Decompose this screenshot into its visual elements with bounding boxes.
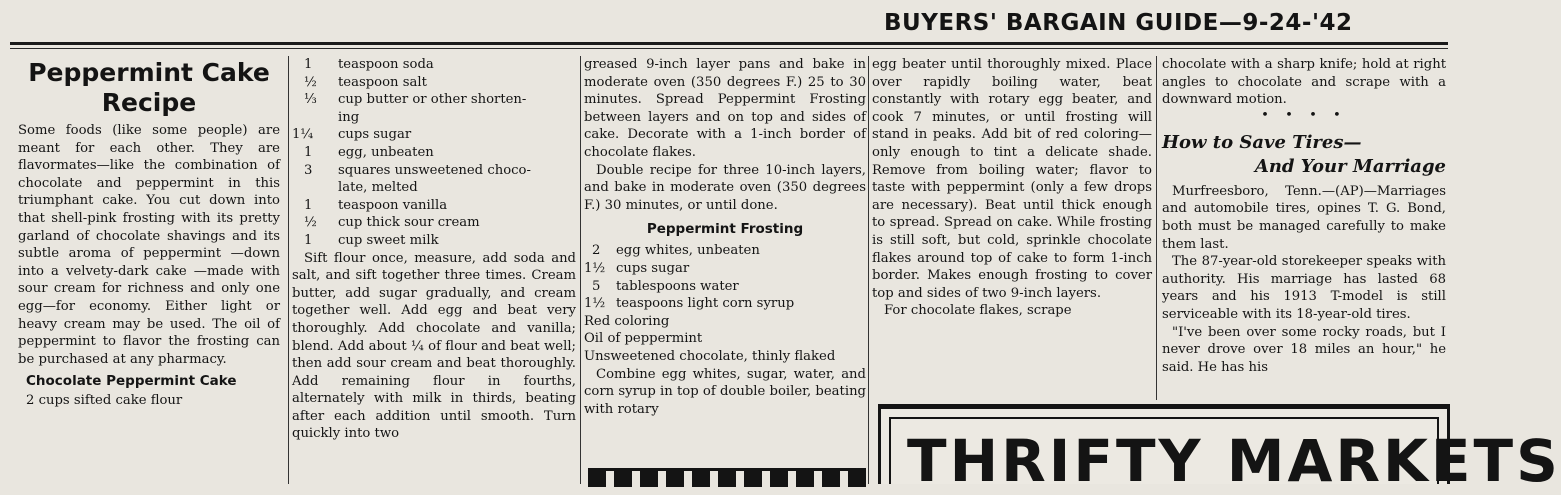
recipe-intro: Some foods (like some people) are meant for each other. They are flavormates—like the combination of chocolate and peppermint in this triumphant cake. You cut down into that shell-pink frosting with its pretty garland of chocolate shavings and its subtle aroma of peppermint —down into a velvety-dark cake —made with sour cream for richness and only one egg—for economy. Either light or heavy cream may be used. The oil of peppermint to flavor the frosting can be purchased at any pharmacy.	[18, 123, 280, 367]
cake-method-continued: greased 9-inch layer pans and bake in moderate oven (350 degrees F.) 25 to 30 minutes. Spread Peppermint Frosting between layers and on top and sides of cake. Decorate with a 1-inch border of chocolate flakes.	[584, 57, 866, 160]
column-3	[584, 56, 866, 484]
column-rule	[868, 56, 869, 484]
ingredient-row: 2 egg whites, unbeaten	[592, 243, 760, 259]
ingredient-row: ½ teaspoon salt	[304, 74, 427, 90]
column-1	[18, 56, 280, 484]
column-rule	[1156, 56, 1157, 400]
top-rule-thin	[10, 48, 1448, 49]
chocolate-flakes-continued: chocolate with a sharp knife; hold at right angles to chocolate and scrape with a downward motion.	[1162, 57, 1446, 108]
decorative-border	[588, 468, 866, 487]
ingredient-row: 1 teaspoon soda	[304, 57, 434, 72]
top-rule	[10, 42, 1448, 45]
ornament-dots: • • • •	[1261, 107, 1347, 123]
tires-headline	[1162, 131, 1446, 179]
ingredient-row: 1½ teaspoons light corn syrup	[584, 296, 795, 312]
column-2	[292, 56, 576, 484]
cake-method: Sift flour once, measure, add soda and salt, and sift together three times. Cream butter, add sugar gradually, and cream together well. Add egg and beat very thoroughly. Add chocolate and vanilla; blend. Add about ¼ of flour and beat well; then add sour cream and beat thoroughly. Add remaining flour in fourths, alternately with milk in thirds, beating after each addition until smooth. Turn quickly into two	[292, 250, 576, 442]
ingredient-extra: Unsweetened chocolate, thinly flaked	[584, 348, 836, 364]
frosting-ingredients	[584, 242, 866, 365]
ingredient-row: 1¼ cups sugar	[292, 127, 412, 143]
ingredient-row: 1 egg, unbeaten	[304, 144, 434, 160]
recipe-headline: Peppermint Cake Recipe	[28, 58, 270, 117]
chocolate-flakes-note: For chocolate flakes, scrape	[884, 303, 1072, 319]
ingredient-row: ⅓ cup butter or other shorten-	[304, 92, 527, 108]
cake-ingredients	[292, 56, 576, 250]
double-recipe-note: Double recipe for three 10-inch layers, and bake in moderate oven (350 degrees F.) 30 minutes, or until done.	[584, 162, 866, 213]
frosting-title: Peppermint Frosting	[646, 221, 804, 238]
ingredient-continuation: late, melted	[338, 180, 418, 196]
column-rule	[580, 56, 581, 484]
ingredient-row: 1 teaspoon vanilla	[304, 197, 448, 213]
ingredient-extra: Oil of peppermint	[584, 331, 703, 347]
ingredient-row: 3 squares unsweetened choco-	[304, 162, 531, 178]
column-rule	[288, 56, 289, 484]
advertisement-box	[878, 404, 1561, 495]
ingredient-extra: Red coloring	[584, 313, 670, 329]
cake-first-ingredient: 2 cups sifted cake flour	[26, 393, 183, 409]
frosting-method-continued: egg beater until thoroughly mixed. Place over rapidly boiling water, beat constantly with rotary egg beater, and cook 7 minutes, or until frosting will stand in peaks. Add bit of red coloring—only enough to tint a delicate shade. Remove from boiling water; flavor to taste with peppermint (only a few drops are necessary). Beat until thick enough to spread. Spread on cake. While frosting is still soft, but cold, sprinkle chocolate flakes around top of cake to form 1-inch border. Makes enough frosting to cover top and sides of two 9-inch layers.	[872, 57, 1152, 301]
ingredient-row: 5 tablespoons water	[592, 278, 739, 294]
tires-paragraph: Murfreesboro, Tenn.—(AP)—Marriages and automobile tires, opines T. G. Bond, both must be managed carefully to make them last.	[1162, 183, 1446, 252]
tires-headline-line2: And Your Marriage	[1254, 155, 1446, 177]
advertisement-title: THRIFTY MARKETS	[907, 427, 1561, 495]
masthead: BUYERS' BARGAIN GUIDE—9-24-'42	[884, 10, 1353, 36]
ingredient-row: 1½ cups sugar	[584, 260, 690, 276]
ingredient-row: 1 cup sweet milk	[304, 232, 439, 248]
cake-title: Chocolate Peppermint Cake	[26, 373, 237, 390]
column-4	[872, 56, 1152, 396]
tires-paragraph: The 87-year-old storekeeper speaks with authority. His marriage has lasted 68 years and his 1913 T-model is still serviceable with its 18-year-old tires.	[1162, 254, 1446, 322]
ingredient-row: ½ cup thick sour cream	[304, 215, 480, 231]
tires-headline-line1: How to Save Tires—	[1162, 131, 1362, 153]
ingredient-continuation: ing	[338, 109, 360, 125]
column-5	[1162, 56, 1446, 396]
tires-paragraph: "I've been over some rocky roads, but I never drove over 18 miles an hour," he said. He has his	[1162, 324, 1446, 375]
frosting-method: Combine egg whites, sugar, water, and corn syrup in top of double boiler, beating with rotary	[584, 366, 866, 417]
